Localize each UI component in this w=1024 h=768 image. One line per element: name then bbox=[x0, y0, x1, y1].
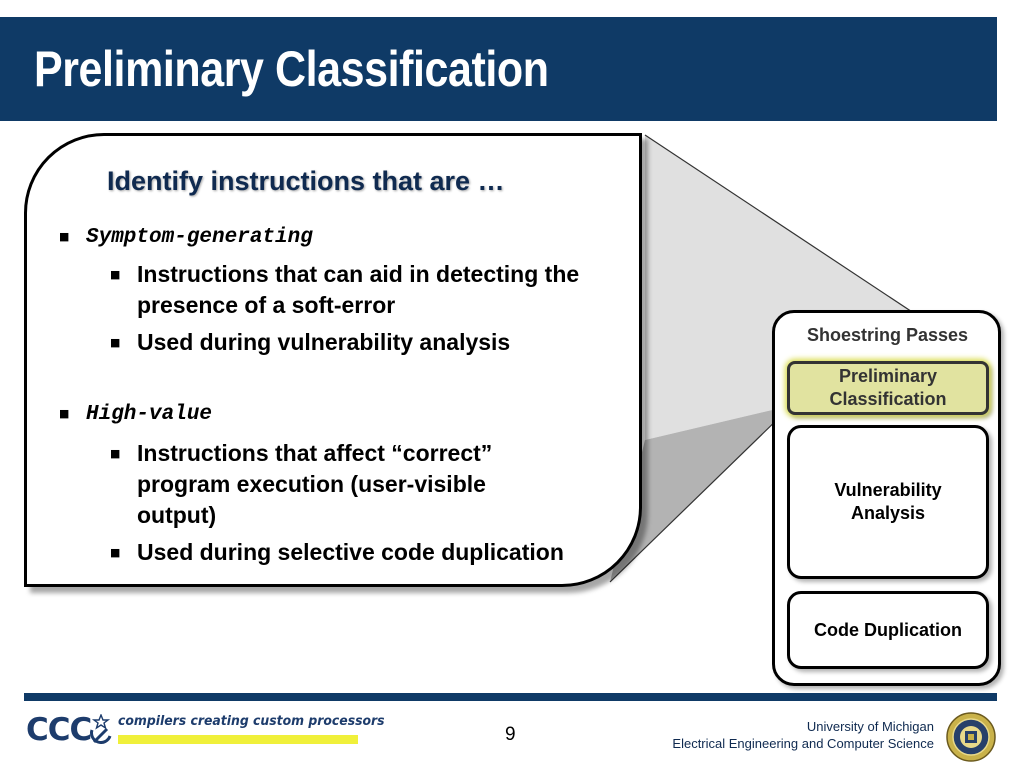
slide-title: Preliminary Classification bbox=[34, 41, 549, 97]
bullet-label: Symptom-generating bbox=[86, 226, 313, 249]
ccc-logo: CCC bbox=[26, 712, 92, 748]
pass-label: Vulnerability Analysis bbox=[834, 480, 942, 523]
hammer-sickle-icon bbox=[88, 714, 114, 744]
subitem-text: Used during vulnerability analysis bbox=[137, 329, 511, 355]
university-name: University of Michigan bbox=[806, 719, 934, 734]
department-name: Electrical Engineering and Computer Science bbox=[672, 736, 934, 751]
university-seal-icon bbox=[946, 712, 996, 762]
square-bullet-icon: ■ bbox=[110, 268, 121, 281]
pass-vulnerability-analysis bbox=[787, 425, 989, 579]
subitem-text: Instructions that can aid in detecting the presence of a soft-error bbox=[137, 261, 580, 318]
page-number: 9 bbox=[505, 724, 516, 745]
pass-code-duplication bbox=[787, 591, 989, 669]
subitem-correct-execution bbox=[110, 438, 550, 531]
bullet-symptom-generating bbox=[59, 226, 313, 249]
bullet-label: High-value bbox=[86, 403, 213, 426]
subitem-vulnerability-analysis bbox=[110, 327, 630, 358]
square-bullet-icon: ■ bbox=[110, 447, 121, 460]
content-card bbox=[24, 133, 642, 587]
subitem-detecting-soft-error bbox=[110, 259, 630, 321]
footer-divider bbox=[24, 693, 997, 701]
subitem-text: Instructions that affect “correct” program execution (user-visible output) bbox=[137, 440, 493, 528]
square-bullet-icon: ■ bbox=[110, 546, 121, 559]
logo-tagline: compilers creating custom processors bbox=[118, 713, 385, 729]
card-heading: Identify instructions that are … bbox=[107, 166, 505, 196]
pass-preliminary-classification bbox=[787, 361, 989, 415]
university-footer bbox=[672, 718, 934, 752]
logo-underline bbox=[118, 735, 358, 744]
square-bullet-icon: ■ bbox=[59, 230, 70, 243]
subitem-code-duplication bbox=[110, 537, 630, 568]
diagram-title: Shoestring Passes bbox=[806, 325, 969, 345]
square-bullet-icon: ■ bbox=[59, 407, 70, 420]
bullet-high-value bbox=[59, 403, 212, 426]
pass-label: Code Duplication bbox=[814, 619, 962, 640]
shoestring-passes-diagram bbox=[772, 310, 1001, 686]
subitem-text: Used during selective code duplication bbox=[137, 539, 564, 565]
pass-label: Preliminary Classification bbox=[829, 366, 947, 409]
square-bullet-icon: ■ bbox=[110, 336, 121, 349]
